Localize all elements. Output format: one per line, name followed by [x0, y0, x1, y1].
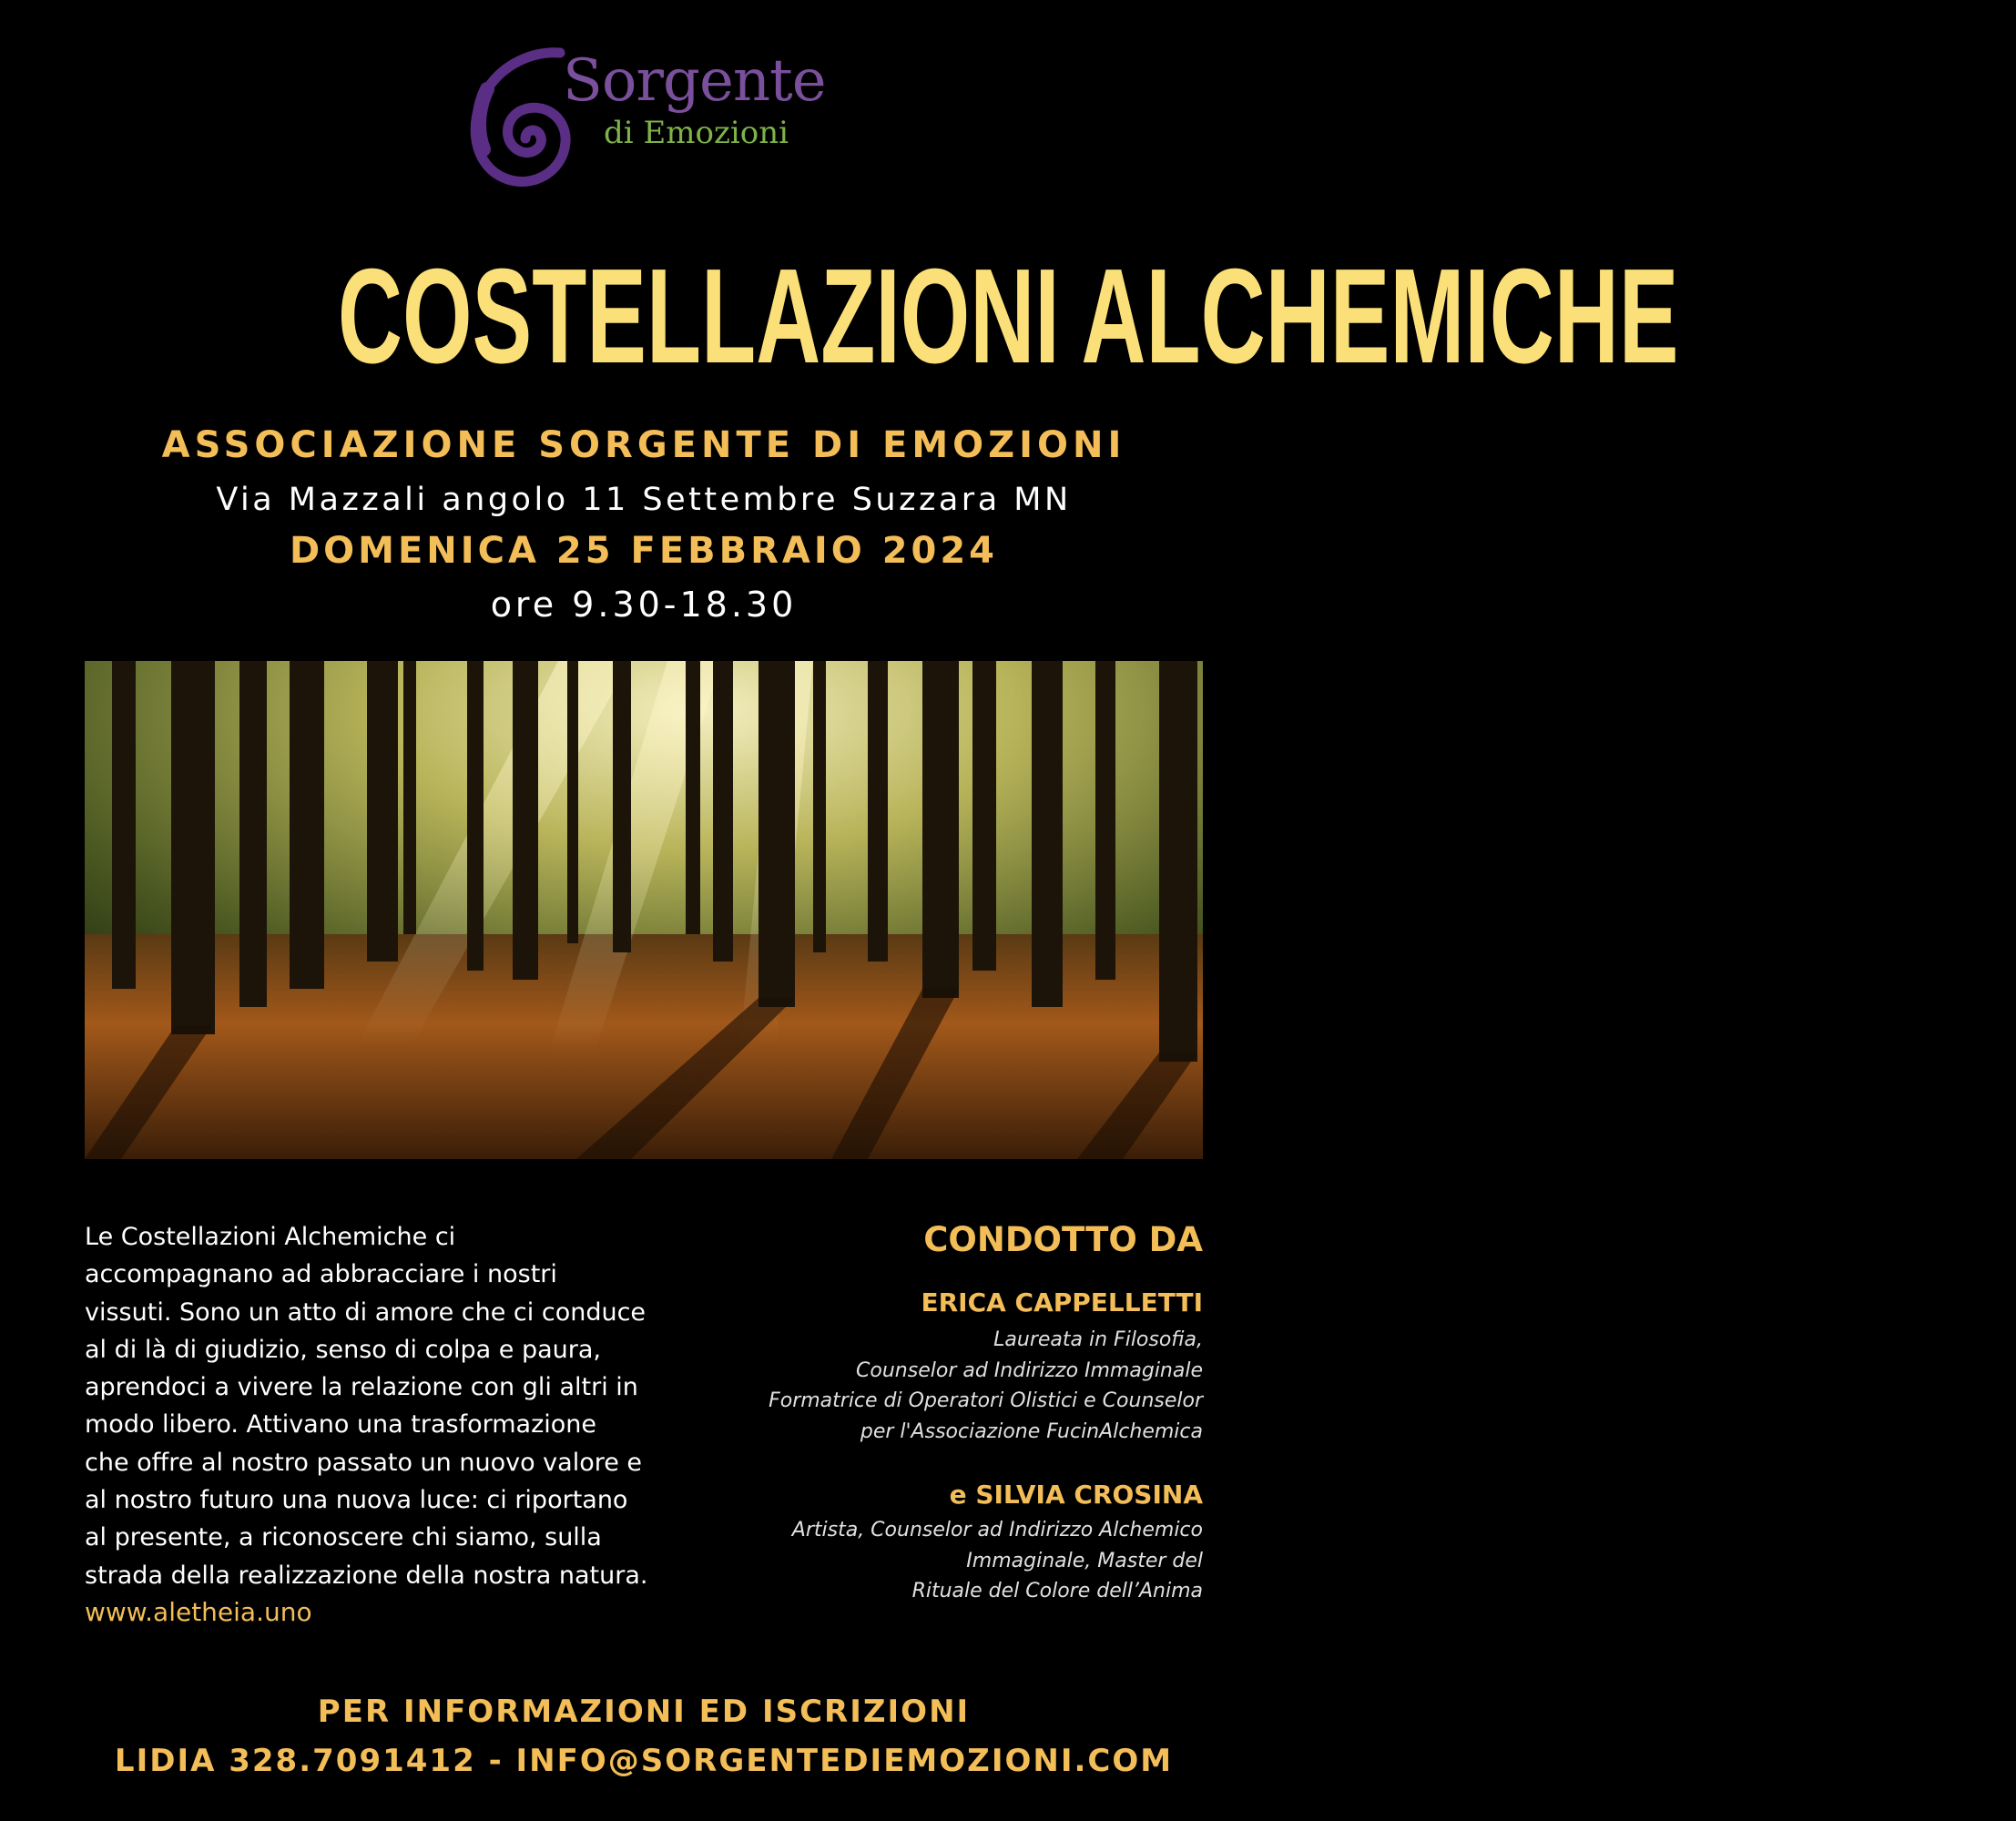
credential-line: per l'Associazione FucinAlchemica: [860, 1419, 1203, 1443]
credential-line: Immaginale, Master del: [966, 1549, 1203, 1572]
website-link[interactable]: www.aletheia.uno: [85, 1597, 312, 1627]
facilitator-name: e SILVIA CROSINA: [949, 1480, 1203, 1510]
logo: [460, 44, 842, 217]
facilitator-credentials: [769, 1325, 1203, 1447]
description-line: Le Costellazioni Alchemiche ci: [85, 1223, 456, 1251]
description-line: al presente, a riconoscere chi siamo, sulla: [85, 1523, 602, 1552]
description-line: accompagnano ad abbracciare i nostri: [85, 1260, 557, 1289]
description-line: aprendoci a vivere la relazione con gli altri in: [85, 1373, 638, 1402]
description-line: al di là di giudizio, senso di colpa e paura,: [85, 1335, 601, 1364]
description-line: strada della realizzazione della nostra natura.: [85, 1561, 648, 1590]
info-heading: PER INFORMAZIONI ED ISCRIZIONI: [317, 1694, 971, 1730]
facilitator-name: ERICA CAPPELLETTI: [921, 1287, 1203, 1317]
event-date: DOMENICA 25 FEBBRAIO 2024: [289, 530, 999, 572]
conducted-by-heading: CONDOTTO DA: [923, 1220, 1203, 1259]
event-address: Via Mazzali angolo 11 Settembre Suzzara MN: [216, 482, 1072, 518]
contact-line[interactable]: LIDIA 328.7091412 - INFO@SORGENTEDIEMOZIONI.COM: [114, 1743, 1174, 1779]
description-line: modo libero. Attivano una trasformazione: [85, 1410, 597, 1440]
credential-line: Laureata in Filosofia,: [993, 1328, 1203, 1351]
credential-line: Rituale del Colore dell’Anima: [911, 1580, 1203, 1602]
facilitator-credentials: [792, 1515, 1203, 1607]
credential-line: Artista, Counselor ad Indirizzo Alchemico: [791, 1519, 1203, 1541]
credential-line: Counselor ad Indirizzo Immaginale: [856, 1358, 1203, 1382]
event-description: [85, 1218, 695, 1594]
forest-illustration: [85, 661, 1203, 1159]
description-line: vissuti. Sono un atto di amore che ci conduce: [85, 1297, 647, 1327]
credential-line: Formatrice di Operatori Olistici e Counselor: [769, 1389, 1203, 1412]
event-title: COSTELLAZIONI ALCHEMICHE: [337, 241, 1679, 392]
event-hours: ore 9.30-18.30: [490, 585, 798, 625]
logo-subtitle: di Emozioni: [604, 115, 789, 151]
association-name: ASSOCIAZIONE SORGENTE DI EMOZIONI: [161, 424, 1126, 466]
logo-name: Sorgente: [563, 47, 826, 115]
description-line: che offre al nostro passato un nuovo valore e: [85, 1448, 643, 1477]
forest-photo: [85, 661, 1203, 1159]
description-line: al nostro futuro una nuova luce: ci riportano: [85, 1486, 628, 1515]
